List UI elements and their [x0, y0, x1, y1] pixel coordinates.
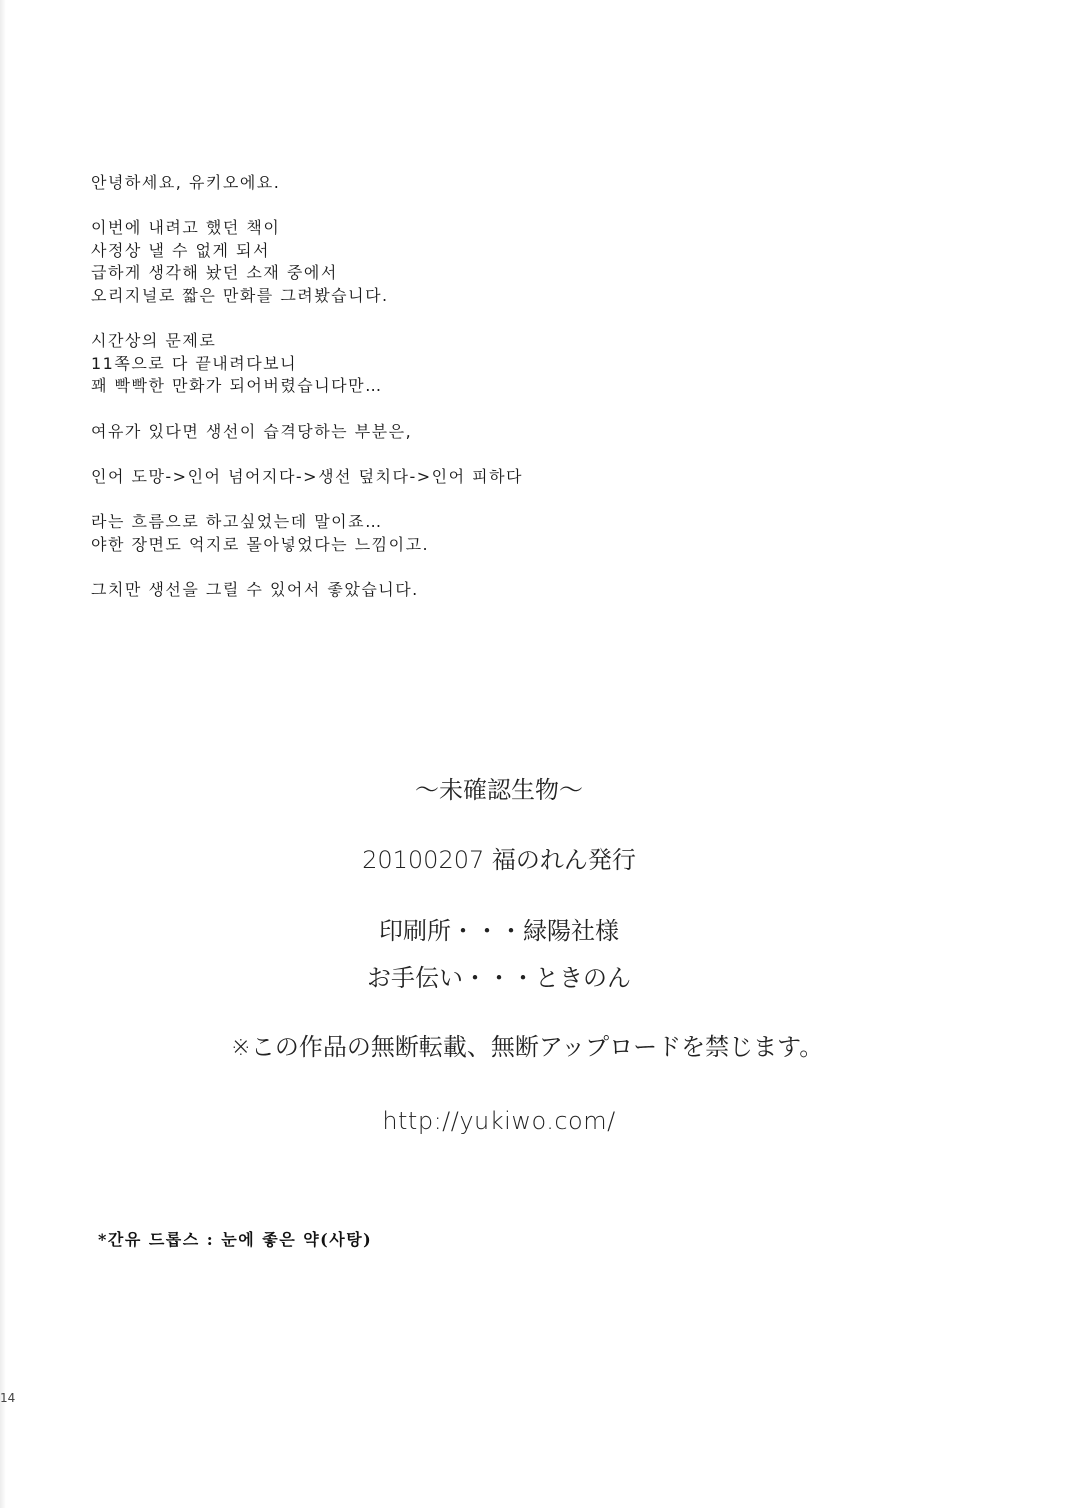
afterword-line: 안녕하세요, 유키오에요.	[91, 173, 281, 192]
page-edge-shadow	[0, 0, 6, 1508]
afterword-line: 라는 흐름으로 하고싶었는데 말이죠…	[91, 511, 383, 531]
afterword-paragraph	[91, 511, 711, 556]
colophon-assistant: お手伝い・・・ときのん	[367, 964, 631, 992]
afterword-line: 시간상의 문제로	[91, 331, 217, 351]
author-afterword	[91, 172, 711, 624]
afterword-paragraph	[91, 579, 711, 602]
afterword-paragraph	[91, 172, 711, 195]
website-url: http://yukiwo.com/	[382, 1107, 616, 1135]
colophon-printer: 印刷所・・・緑陽社様	[379, 917, 619, 945]
afterword-line: 11쪽으로 다 끝내려다보니	[91, 353, 298, 373]
translator-footnote: *간유 드롭스 : 눈에 좋은 약(사탕)	[98, 1230, 373, 1249]
afterword-line: 야한 장면도 억지로 몰아넣었다는 느낌이고.	[91, 534, 430, 554]
afterword-line: 꽤 빡빡한 만화가 되어버렸습니다만…	[91, 376, 383, 396]
afterword-paragraph	[91, 466, 711, 489]
afterword-line: 급하게 생각해 놨던 소재 중에서	[91, 263, 338, 283]
afterword-line: 그치만 생선을 그릴 수 있어서 좋았습니다.	[91, 579, 419, 599]
afterword-line: 이번에 내려고 했던 책이	[91, 218, 281, 238]
afterword-paragraph	[91, 330, 711, 398]
afterword-line: 사정상 낼 수 없게 되서	[91, 240, 270, 260]
afterword-line: 여유가 있다면 생선이 습격당하는 부분은,	[91, 421, 413, 441]
afterword-paragraph	[91, 217, 711, 307]
colophon-title: ～未確認生物～	[415, 776, 583, 804]
page-number: 14	[0, 1391, 16, 1405]
colophon-publish-date: 20100207 福のれん発行	[362, 846, 636, 874]
afterword-paragraph	[91, 421, 711, 444]
afterword-line: 인어 도망->인어 넘어지다->생선 덮치다->인어 피하다	[91, 466, 524, 486]
copyright-notice: ※この作品の無断転載、無断アップロードを禁じます。	[230, 1033, 824, 1061]
afterword-line: 오리지널로 짧은 만화를 그려봤습니다.	[91, 285, 389, 305]
